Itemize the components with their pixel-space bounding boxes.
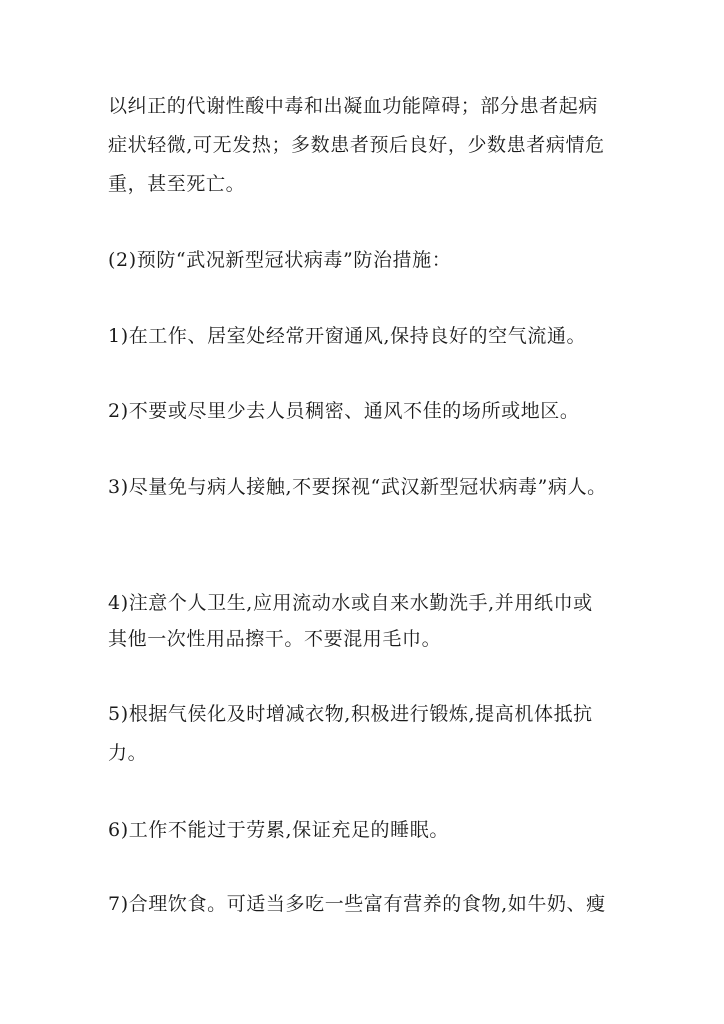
text-line: (2)预防“武况新型冠状病毒”防治措施： (108, 249, 452, 271)
text-line: 其他一次性用品擦干。不要混用毛巾。 (108, 628, 442, 650)
text-line: 5)根据气侯化及时增减衣物,积极进行锻炼,提高机体抵抗 (108, 703, 593, 725)
text-line: 力。 (108, 742, 148, 764)
text-line: 6)工作不能过于劳累,保证充足的睡眠。 (108, 819, 449, 841)
text-line: 2)不要或尽里少去人员稠密、通风不佳的场所或地区。 (108, 400, 580, 422)
text-line: 症状轻微,可无发热；多数患者预后良好，少数患者病情危 (108, 134, 605, 156)
text-line: 1)在工作、居室处经常开窗通风,保持良好的空气流通。 (108, 325, 587, 347)
text-line: 以纠正的代谢性酸中毒和出凝血功能障碍；部分患者起病 (108, 95, 599, 117)
text-line: 3)尽量免与病人接触,不要探视“武汉新型冠状病毒”病人。 (108, 476, 607, 498)
text-line: 重，甚至死亡。 (108, 173, 246, 195)
text-line: 7)合理饮食。可适当多吃一些富有营养的食物,如牛奶、瘦 (108, 893, 606, 915)
text-line: 4)注意个人卫生,应用流动水或自来水勤洗手,并用纸巾或 (108, 592, 593, 614)
